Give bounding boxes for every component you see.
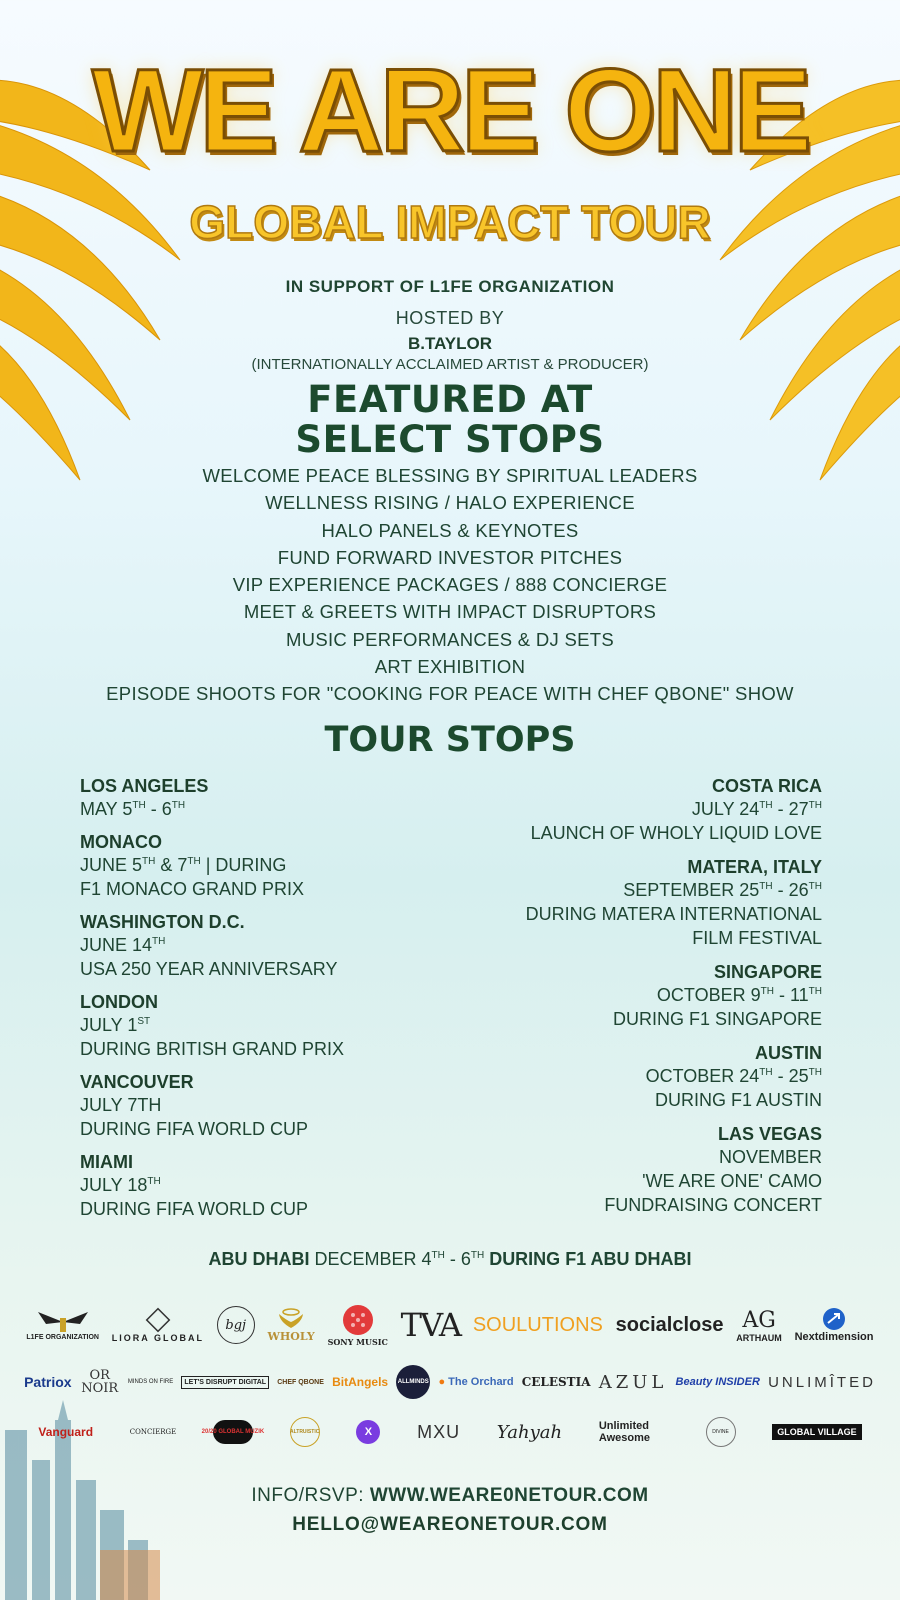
tour-stop-date-part: TH	[147, 1176, 161, 1187]
beauty-insider-logo: Beauty INSIDER	[675, 1376, 760, 1388]
tour-stop-detail: USA 250 YEAR ANNIVERSARY	[80, 959, 338, 979]
featured-item: EPISODE SHOOTS FOR "COOKING FOR PEACE WITH CHEF QBONE" SHOW	[106, 683, 794, 705]
tour-stop-date-part: OCTOBER 24	[645, 1066, 760, 1086]
tour-stop-date-part: NOVEMBER	[718, 1147, 822, 1167]
sponsor-row-3	[20, 1412, 880, 1452]
tour-stop-date-part: ST	[137, 1016, 151, 1027]
tour-stop-detail: FUNDRAISING CONCERT	[604, 1195, 822, 1215]
tour-stop-date-part: JUNE 5	[80, 855, 143, 875]
tour-stop-date-part: & 7	[155, 855, 188, 875]
tour-stop-city: AUSTIN	[755, 1043, 822, 1063]
info-rsvp-label: INFO/RSVP:	[251, 1485, 370, 1506]
featured-item: MEET & GREETS WITH IMPACT DISRUPTORS	[243, 601, 657, 623]
tour-stop-date	[402, 878, 822, 902]
ag-monogram-icon: AG	[742, 1307, 776, 1333]
tour-stop	[402, 856, 822, 950]
info-rsvp	[0, 1485, 900, 1507]
tour-stop-city: VANCOUVER	[80, 1072, 194, 1092]
tour-stop-date-part: TH	[808, 1067, 822, 1078]
bitangels-logo: BitAngels	[332, 1375, 389, 1389]
hosted-by-label: HOSTED BY	[395, 308, 505, 328]
tour-stop-date-part: TH	[759, 1067, 773, 1078]
l1fe-logo: L1FE ORGANIZATION	[26, 1310, 99, 1341]
featured-item: MUSIC PERFORMANCES & DJ SETS	[285, 628, 615, 650]
tour-stop-date-part: TH	[759, 800, 773, 811]
liora-logo: LIORA GLOBAL	[112, 1307, 204, 1343]
tour-stop-city: LOS ANGELES	[80, 776, 209, 796]
tour-stop-detail: DURING FIFA WORLD CUP	[80, 1199, 309, 1219]
global-village-logo: GLOBAL VILLAGE	[772, 1424, 861, 1440]
abu-dhabi-date-a: DECEMBER 4	[309, 1249, 432, 1269]
featured-item: ART EXHIBITION	[374, 656, 526, 678]
tour-stop-date-part: SEPTEMBER 25	[623, 880, 760, 900]
featured-list	[0, 462, 900, 708]
halo-wings-icon	[276, 1308, 306, 1330]
lets-disrupt-logo: LET'S DISRUPT DIGITAL	[181, 1376, 269, 1389]
website-link[interactable]: WWW.WEARE0NETOUR.COM	[369, 1485, 649, 1506]
concierge-logo: CONCIERGE	[129, 1428, 177, 1436]
tva-logo: TVA	[400, 1306, 461, 1344]
tour-stop-date-part: TH	[759, 881, 773, 892]
featured-item: VIP EXPERIENCE PACKAGES / 888 CONCIERGE	[232, 574, 668, 596]
global-muzik-logo: 20/20 GLOBAL MUZIK	[213, 1420, 253, 1444]
abu-dhabi-sup-a: TH	[431, 1250, 445, 1261]
allminds-logo: ALLMINDS	[396, 1365, 430, 1399]
minds-on-fire-logo: MINDS ON FIRE	[127, 1379, 174, 1385]
tour-stop-detail: DURING F1 SINGAPORE	[612, 1009, 822, 1029]
arthaum-logo: AG ARTHAUM	[736, 1307, 782, 1343]
tour-stop-detail: F1 MONACO GRAND PRIX	[80, 879, 305, 899]
chef-qbone-logo: CHEF QBONE	[277, 1378, 324, 1386]
tour-stop-city: MATERA, ITALY	[687, 857, 822, 877]
nextdimension-logo: Nextdimension	[795, 1307, 874, 1343]
abu-dhabi-stop	[0, 1249, 900, 1270]
tour-stop-date-part: TH	[808, 986, 822, 997]
tour-stop-city: LONDON	[80, 992, 158, 1012]
tour-stop-date-part: JUNE 14	[80, 935, 153, 955]
tour-stop-date	[402, 1064, 822, 1088]
tour-stop-date-part: TH	[152, 936, 166, 947]
diamond-icon	[145, 1307, 171, 1333]
vanguard-logo: Vanguard	[38, 1425, 94, 1439]
sony-dots-icon	[341, 1303, 375, 1337]
the-orchard-logo: ● The Orchard	[438, 1376, 514, 1388]
patriox-logo: Patriox	[24, 1374, 72, 1390]
tour-stop-date-part: TH	[171, 800, 186, 811]
tour-stop-date-part: - 26	[772, 880, 809, 900]
tour-stop-date-part: TH	[132, 800, 146, 811]
tour-stop-date-part: - 6	[145, 799, 172, 819]
wings-icon	[36, 1310, 90, 1334]
tour-stop-detail: DURING FIFA WORLD CUP	[80, 1119, 309, 1139]
tour-stop-detail: DURING BRITISH GRAND PRIX	[80, 1039, 345, 1059]
or-noir-logo: OR NOIR	[81, 1368, 119, 1396]
tour-stop-city: LAS VEGAS	[717, 1124, 822, 1144]
tour-subtitle: GLOBAL IMPACT TOUR	[189, 196, 711, 248]
tour-stop-detail: DURING MATERA INTERNATIONAL	[525, 904, 822, 924]
featured-item: WELCOME PEACE BLESSING BY SPIRITUAL LEADERS	[202, 465, 698, 486]
tour-stop-city: WASHINGTON D.C.	[80, 912, 245, 932]
tour-stop-city: MONACO	[80, 832, 162, 852]
host-description: (INTERNATIONALLY ACCLAIMED ARTIST & PRODUCER)	[251, 356, 649, 373]
tour-stop-city: COSTA RICA	[712, 776, 822, 796]
divine-logo: DIVINE	[706, 1417, 736, 1447]
tour-stop-date	[402, 983, 822, 1007]
tour-stop	[402, 1123, 822, 1217]
tour-stop-date-part: - 27	[772, 799, 809, 819]
tour-stop-date-part: TH	[808, 881, 822, 892]
tour-stop-date	[402, 797, 822, 821]
tour-stop-date-part: JULY 7TH	[80, 1095, 162, 1115]
tour-stop-date-part: - 11	[773, 985, 809, 1005]
tour-stop-date	[402, 1145, 822, 1169]
tour-stop-date-part: TH	[187, 856, 201, 867]
tour-stop-detail: DURING F1 AUSTIN	[654, 1090, 822, 1110]
abu-dhabi-during: DURING F1 ABU DHABI	[484, 1249, 692, 1269]
tour-stop	[402, 775, 822, 845]
unlimited-awesome-logo: Unlimited Awesome	[598, 1420, 650, 1444]
tour-stop-detail: FILM FESTIVAL	[692, 928, 822, 948]
tour-stop-date-part: MAY 5	[80, 799, 133, 819]
celestia-logo: CELESTIA	[521, 1375, 591, 1389]
tour-stop-date-part: JULY 1	[80, 1015, 138, 1035]
azul-logo: AZUL	[598, 1371, 668, 1393]
featured-title	[0, 380, 900, 460]
featured-item: FUND FORWARD INVESTOR PITCHES	[277, 546, 623, 568]
tour-stop-date-part: | DURING	[200, 855, 287, 875]
tour-stop-date-part: - 25	[772, 1066, 809, 1086]
featured-title-line1: FEATURED AT	[307, 378, 593, 421]
featured-item: WELLNESS RISING / HALO EXPERIENCE	[265, 492, 635, 514]
tour-stop-date-part: TH	[142, 856, 156, 867]
tour-stop-date-part: JULY 18	[80, 1175, 148, 1195]
sponsor-row-2	[20, 1362, 880, 1402]
tour-stop	[402, 1042, 822, 1112]
tour-stop-date-part: OCTOBER 9	[656, 985, 761, 1005]
yahyah-logo: Yahyah	[496, 1421, 563, 1443]
mxu-logo: MXU	[417, 1421, 461, 1442]
abu-dhabi-city: ABU DHABI	[208, 1249, 310, 1269]
tour-stop-detail: 'WE ARE ONE' CAMO	[642, 1171, 822, 1191]
tour-stop-date-part: JULY 24	[691, 799, 760, 819]
abu-dhabi-date-b: - 6	[444, 1249, 471, 1269]
tour-stop-city: SINGAPORE	[713, 962, 822, 982]
soulutions-logo: SOULUTIONS	[472, 1313, 603, 1336]
main-title: WE ARE ONE	[91, 45, 809, 177]
tour-stop-date-part: TH	[760, 986, 774, 997]
featured-title-line2: SELECT STOPS	[295, 418, 605, 461]
tour-stop-detail: LAUNCH OF WHOLY LIQUID LOVE	[530, 823, 822, 843]
tour-stops-title: TOUR STOPS	[324, 720, 576, 760]
tour-stops-right	[402, 775, 822, 1228]
unlimited-logo: UNLIMÎTED	[768, 1373, 876, 1391]
sponsor-row-1	[20, 1300, 880, 1350]
support-line: IN SUPPORT OF L1FE ORGANIZATION	[285, 277, 615, 296]
sony-music-logo: SONY MUSIC	[328, 1303, 388, 1347]
abu-dhabi-sup-b: TH	[470, 1250, 485, 1261]
tour-stop-city: MIAMI	[80, 1152, 133, 1172]
altruistic-logo: ALTRUISTIC	[290, 1417, 320, 1447]
x-logo: X	[356, 1420, 380, 1444]
email-link[interactable]: HELLO@WEAREONETOUR.COM	[292, 1514, 608, 1535]
bgj-logo: bgj	[217, 1306, 255, 1344]
arrow-circle-icon	[821, 1307, 847, 1331]
wholy-logo: WHOLY	[268, 1308, 315, 1343]
host-name: B.TAYLOR	[407, 334, 493, 353]
tour-stop-date-part: TH	[808, 800, 822, 811]
featured-item: HALO PANELS & KEYNOTES	[321, 519, 579, 541]
tour-stop	[402, 961, 822, 1031]
socialclose-logo: socialclose	[615, 1313, 724, 1336]
orange-icon: ●	[438, 1376, 446, 1388]
